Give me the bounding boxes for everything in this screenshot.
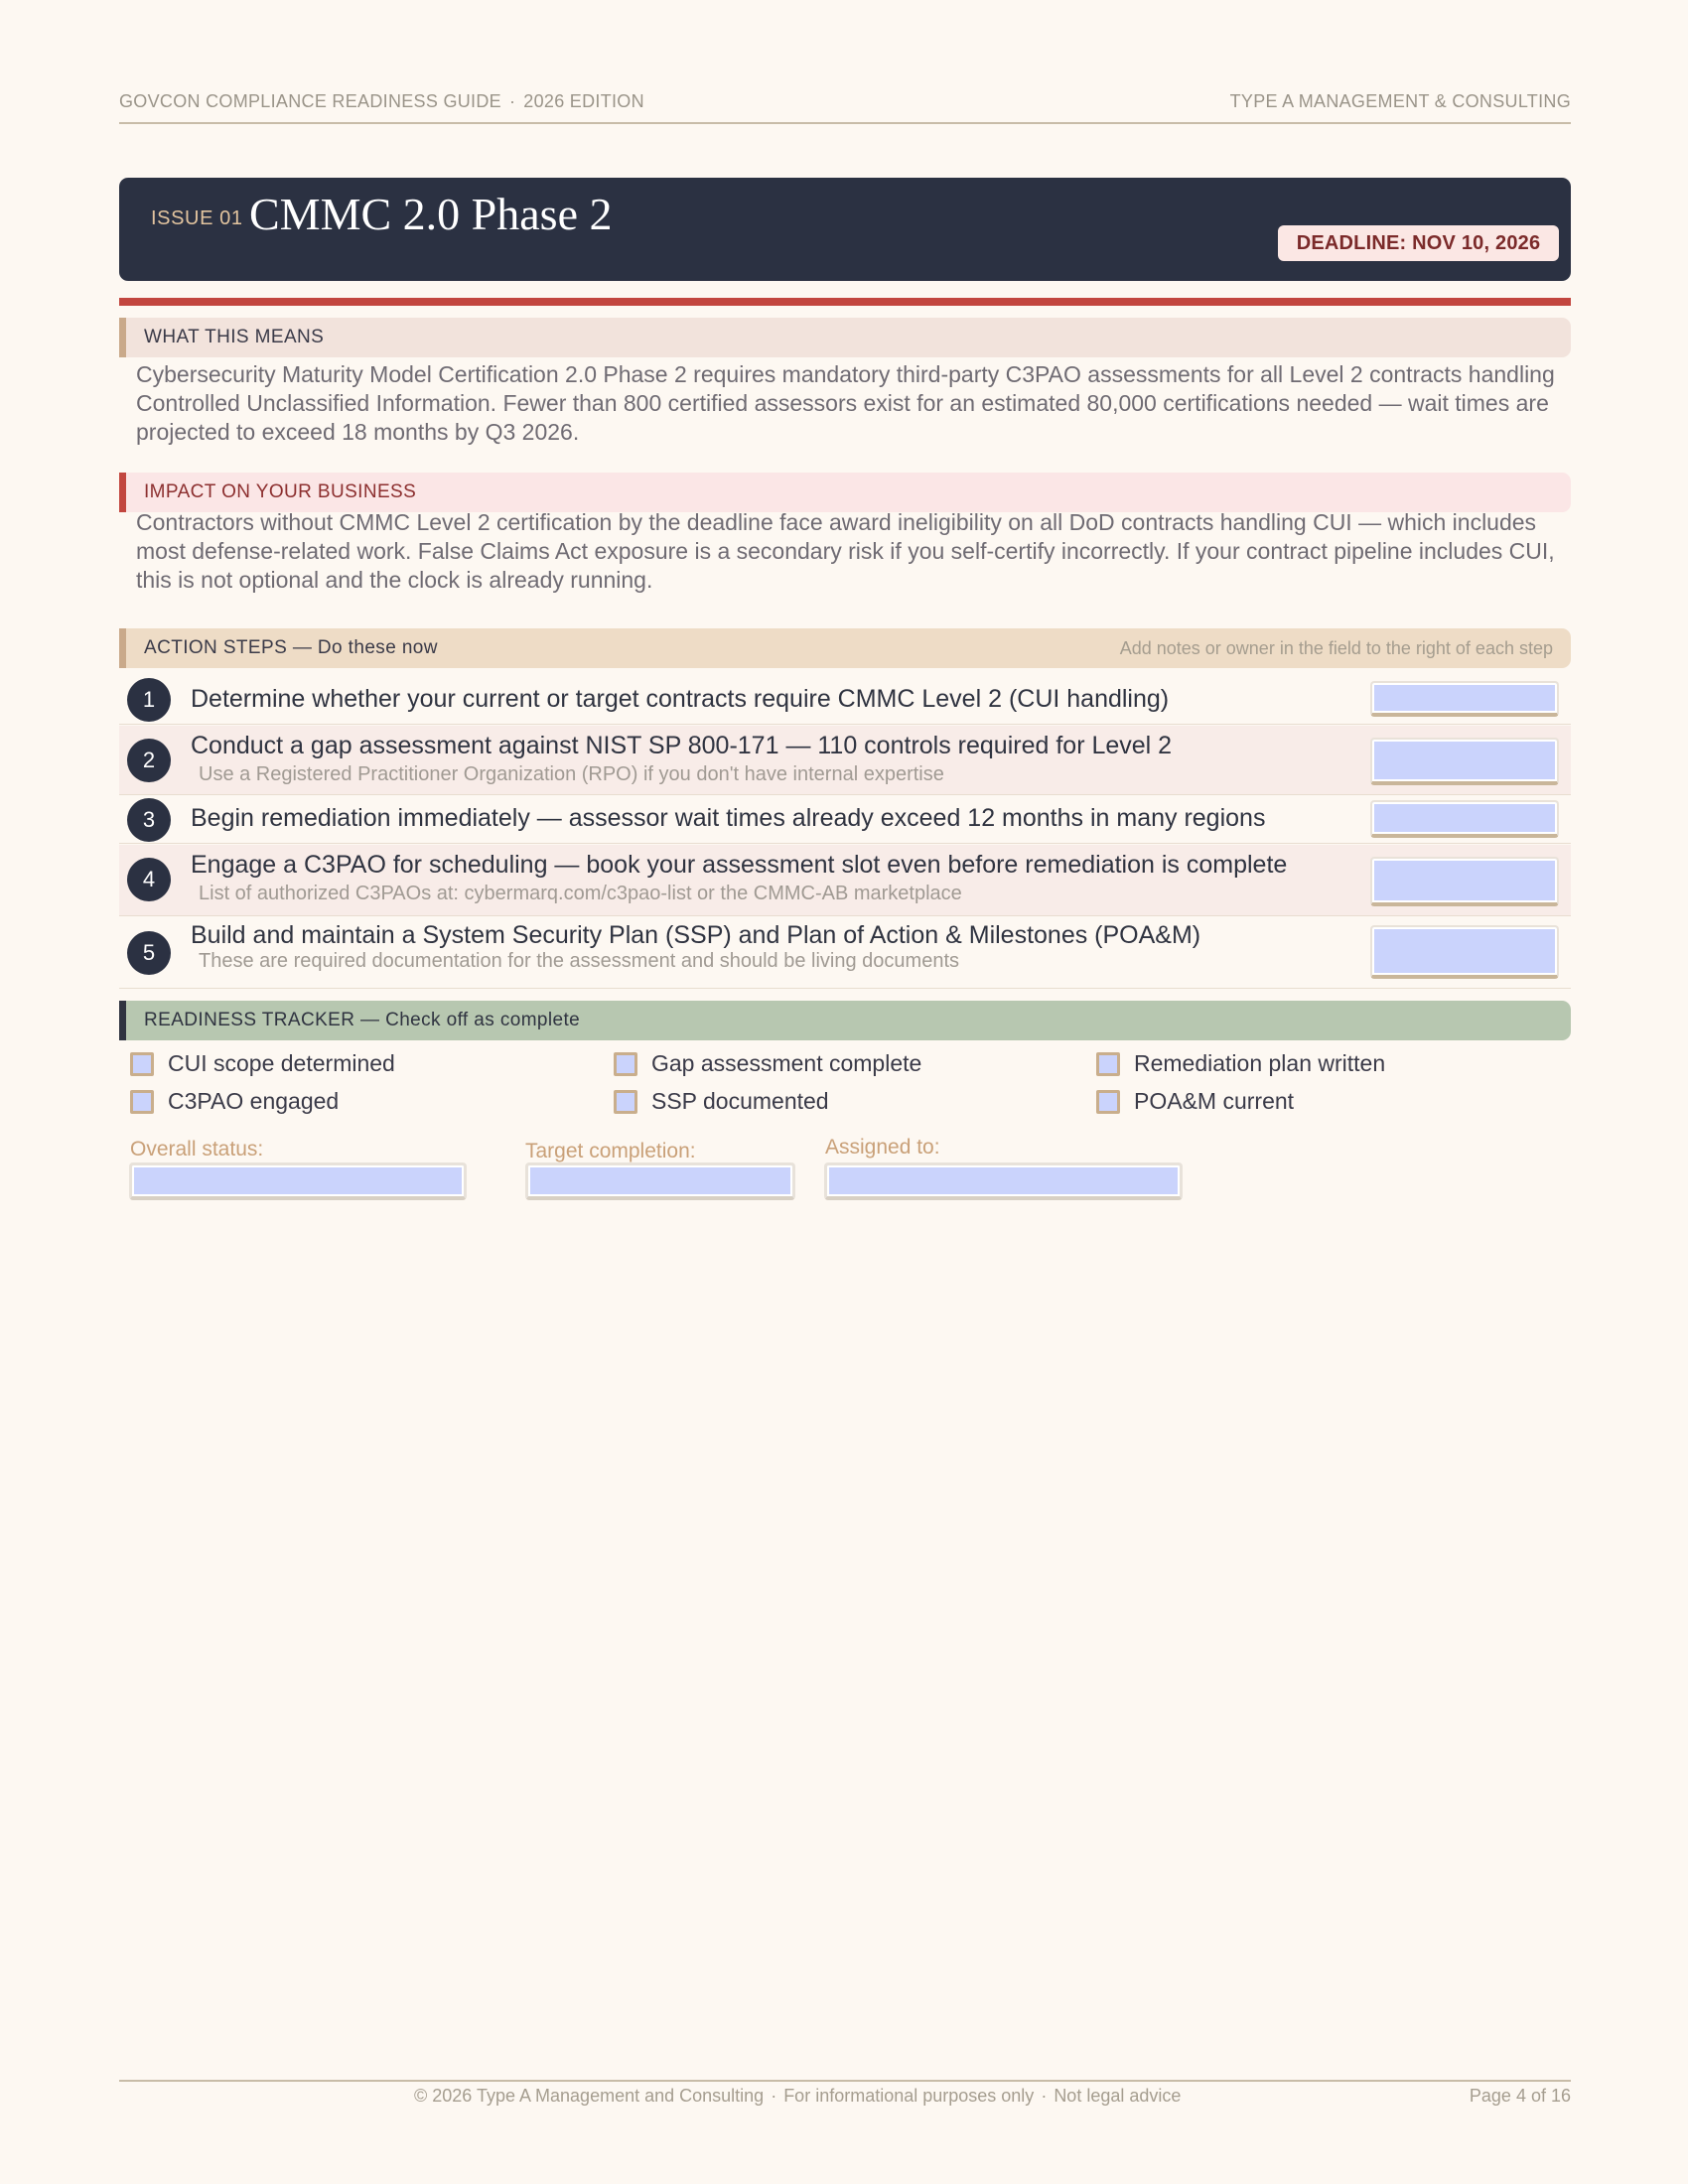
accent-divider [119, 298, 1571, 306]
section-label: WHAT THIS MEANS [144, 327, 325, 347]
checkbox[interactable] [130, 1090, 154, 1114]
step-subnote [191, 950, 959, 973]
step-text: Conduct a gap assessment against NIST SP 800-171 — 110 controls required for Level 2 [191, 732, 1173, 759]
step-number-badge: 5 [127, 931, 171, 975]
page [119, 0, 1571, 2184]
step-text: Build and maintain a System Security Plan (SSP) and Plan of Action & Milestones (POA&M) [191, 921, 1201, 949]
step-subnote-text: List of authorized C3PAOs at: cybermarq.com/c3pao-list or the CMMC-AB marketplace [199, 883, 962, 904]
step-text: Begin remediation immediately — assessor wait times already exceed 12 months in many regions [191, 804, 1266, 832]
tracker-item-remediation-plan[interactable] [1096, 1050, 1385, 1077]
step-subnote [191, 763, 944, 786]
action-steps-hint: Add notes or owner in the field to the right of each step [1119, 637, 1553, 658]
target-completion-label: Target completion: [525, 1140, 696, 1162]
page-number: Page 4 of 16 [1469, 2086, 1571, 2106]
header-separator: · [508, 91, 516, 111]
company-name: TYPE A MANAGEMENT & CONSULTING [1229, 91, 1571, 111]
section-label: READINESS TRACKER — Check off as complete [144, 1010, 581, 1030]
step-text: Determine whether your current or target contracts require CMMC Level 2 (CUI handling) [191, 685, 1170, 713]
checkbox-label: POA&M current [1134, 1088, 1295, 1114]
step-notes-field[interactable] [1370, 681, 1559, 717]
checkbox-label: CUI scope determined [168, 1050, 395, 1076]
target-completion-field[interactable] [525, 1162, 795, 1200]
step-number-badge: 3 [127, 798, 171, 842]
tracker-item-cui-scope[interactable] [130, 1050, 395, 1077]
footer-legal: Not legal advice [1054, 2086, 1182, 2106]
step-subnote-text: Use a Registered Practitioner Organization (RPO) if you don't have internal expertise [199, 763, 944, 785]
footer-separator: · [1041, 2086, 1048, 2106]
step-text: Engage a C3PAO for scheduling — book your assessment slot even before remediation is complete [191, 851, 1288, 879]
step-notes-field[interactable] [1370, 800, 1559, 838]
step-number-badge: 1 [127, 678, 171, 722]
assigned-to-label: Assigned to: [825, 1136, 940, 1159]
guide-title: GOVCON COMPLIANCE READINESS GUIDE [119, 91, 501, 111]
checkbox-label: C3PAO engaged [168, 1088, 340, 1114]
footer-notice [414, 2086, 1181, 2107]
readiness-tracker-heading [119, 1001, 1571, 1040]
page-title: CMMC 2.0 Phase 2 [249, 189, 613, 239]
checkbox[interactable] [1096, 1090, 1120, 1114]
step-number-badge: 2 [127, 739, 171, 782]
edition-label: 2026 EDITION [523, 91, 644, 111]
impact-body: Contractors without CMMC Level 2 certification by the deadline face award ineligibility on all DoD contracts handling CUI — which includes most defense-related work. False Claims Act exposure is a secondary risk if you self-certify incorrectly. If your contract pipeline includes CUI, this is not optional and the clock is already running. [136, 509, 1555, 593]
checkbox[interactable] [614, 1090, 637, 1114]
tracker-item-ssp-documented[interactable] [614, 1088, 829, 1115]
footer-informational: For informational purposes only [783, 2086, 1035, 2106]
what-this-means-body: Cybersecurity Maturity Model Certification 2.0 Phase 2 requires mandatory third-party C3PAO assessments for all Level 2 contracts handling Controlled Unclassified Information. Fewer than 800 certified assessors exist for an estimated 80,000 certifications needed — wait times are projected to exceed 18 months by Q3 2026. [136, 361, 1555, 445]
action-step-3 [119, 796, 1571, 844]
checkbox[interactable] [1096, 1052, 1120, 1076]
step-notes-field[interactable] [1370, 738, 1559, 785]
step-notes-field[interactable] [1370, 857, 1559, 906]
tracker-item-poam-current[interactable] [1096, 1088, 1294, 1115]
action-step-4 [119, 845, 1571, 916]
step-subnote [191, 883, 962, 905]
tracker-item-gap-assessment[interactable] [614, 1050, 921, 1077]
header-left [119, 91, 644, 112]
action-step-2 [119, 726, 1571, 795]
tracker-item-c3pao-engaged[interactable] [130, 1088, 339, 1115]
what-this-means-heading [119, 318, 1571, 357]
section-label: IMPACT ON YOUR BUSINESS [144, 481, 417, 502]
checkbox[interactable] [130, 1052, 154, 1076]
step-subnote-text: These are required documentation for the assessment and should be living documents [199, 950, 960, 972]
action-step-5 [119, 917, 1571, 989]
deadline-badge: DEADLINE: NOV 10, 2026 [1278, 225, 1559, 261]
assigned-to-field[interactable] [824, 1162, 1183, 1200]
step-notes-field[interactable] [1370, 925, 1559, 979]
checkbox-label: Gap assessment complete [651, 1050, 922, 1076]
section-label: ACTION STEPS — Do these now [144, 637, 438, 658]
footer-separator: · [771, 2086, 777, 2106]
issue-banner [119, 178, 1571, 281]
checkbox-label: SSP documented [651, 1088, 829, 1114]
header-divider [119, 122, 1571, 124]
running-header [119, 91, 1571, 112]
step-number-badge: 4 [127, 858, 171, 901]
footer-divider [119, 2080, 1571, 2082]
checkbox[interactable] [614, 1052, 637, 1076]
action-step-1 [119, 675, 1571, 725]
impact-heading [119, 473, 1571, 512]
action-steps-heading [119, 628, 1571, 668]
overall-status-field[interactable] [129, 1162, 467, 1200]
overall-status-label: Overall status: [130, 1138, 264, 1160]
checkbox-label: Remediation plan written [1134, 1050, 1386, 1076]
issue-label: ISSUE 01 [151, 207, 243, 229]
footer-copyright: © 2026 Type A Management and Consulting [414, 2086, 765, 2106]
